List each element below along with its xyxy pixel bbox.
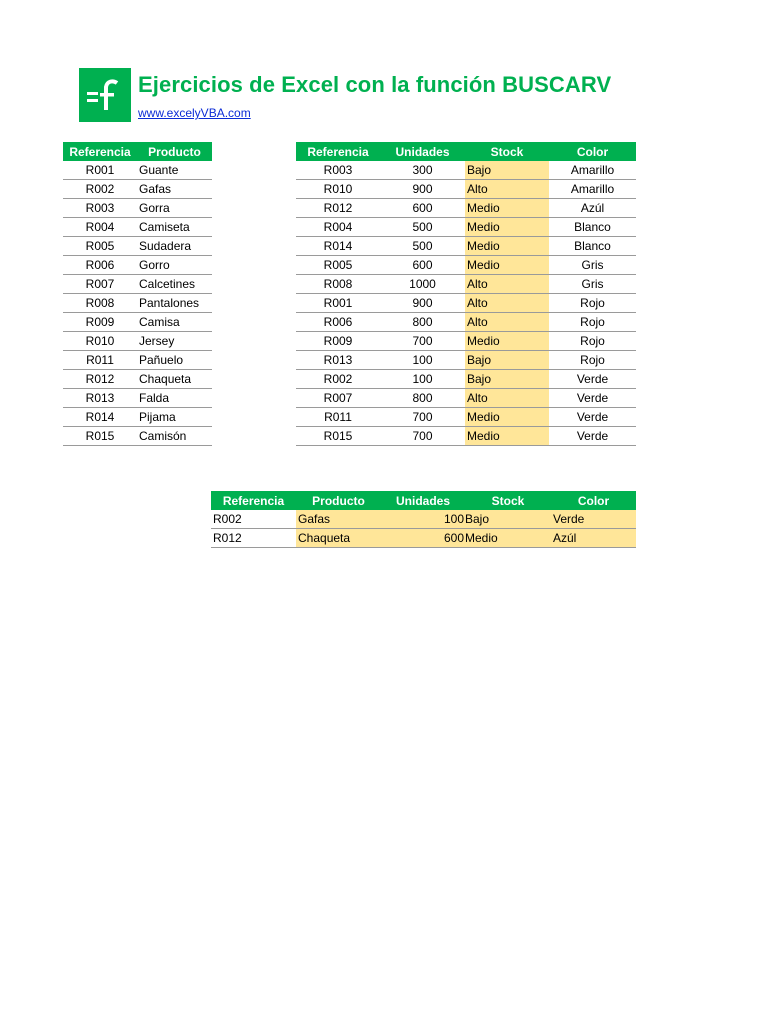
cell-unidades[interactable]: 600 (380, 199, 465, 218)
cell-stock[interactable]: Bajo (465, 370, 549, 389)
table-row (63, 313, 212, 332)
table-row (296, 389, 636, 408)
table-header-row (296, 142, 636, 161)
cell-producto[interactable]: Falda (137, 389, 212, 408)
cell-color[interactable]: Verde (551, 510, 636, 529)
table-row (63, 218, 212, 237)
cell-referencia[interactable]: R012 (296, 199, 380, 218)
cell-color[interactable]: Amarillo (549, 180, 636, 199)
cell-referencia[interactable]: R004 (296, 218, 380, 237)
cell-producto[interactable]: Calcetines (137, 275, 212, 294)
cell-producto[interactable]: Chaqueta (137, 370, 212, 389)
cell-referencia[interactable]: R002 (63, 180, 137, 199)
cell-referencia[interactable]: R013 (63, 389, 137, 408)
cell-referencia[interactable]: R002 (296, 370, 380, 389)
table-header-row (63, 142, 212, 161)
cell-color[interactable]: Blanco (549, 237, 636, 256)
cell-color[interactable]: Verde (549, 370, 636, 389)
column-header: Unidades (380, 142, 465, 161)
cell-producto[interactable]: Sudadera (137, 237, 212, 256)
cell-stock[interactable]: Medio (465, 256, 549, 275)
cell-stock[interactable]: Medio (465, 199, 549, 218)
cell-stock[interactable]: Alto (465, 275, 549, 294)
cell-unidades[interactable]: 600 (381, 529, 465, 548)
cell-referencia[interactable]: R010 (296, 180, 380, 199)
table-row (296, 161, 636, 180)
cell-stock[interactable]: Alto (465, 313, 549, 332)
column-header: Referencia (63, 142, 137, 161)
cell-referencia[interactable]: R006 (63, 256, 137, 275)
cell-stock[interactable]: Medio (465, 218, 549, 237)
cell-producto[interactable]: Gafas (137, 180, 212, 199)
table-row (296, 313, 636, 332)
cell-unidades[interactable]: 900 (380, 294, 465, 313)
cell-producto[interactable]: Gafas (296, 510, 381, 529)
table-row (296, 351, 636, 370)
table-row (296, 408, 636, 427)
cell-stock[interactable]: Medio (465, 529, 551, 548)
cell-referencia[interactable]: R008 (63, 294, 137, 313)
cell-referencia[interactable]: R006 (296, 313, 380, 332)
table-row (63, 180, 212, 199)
cell-color[interactable]: Gris (549, 275, 636, 294)
cell-referencia[interactable]: R010 (63, 332, 137, 351)
cell-producto[interactable]: Guante (137, 161, 212, 180)
cell-referencia[interactable]: R007 (63, 275, 137, 294)
cell-producto[interactable]: Gorro (137, 256, 212, 275)
table-row (63, 370, 212, 389)
cell-stock[interactable]: Medio (465, 237, 549, 256)
table-header-row (211, 491, 636, 510)
cell-referencia[interactable]: R011 (296, 408, 380, 427)
cell-referencia[interactable]: R014 (63, 408, 137, 427)
cell-referencia[interactable]: R012 (63, 370, 137, 389)
cell-referencia[interactable]: R015 (63, 427, 137, 446)
cell-unidades[interactable]: 500 (380, 218, 465, 237)
equals-f-logo-icon (79, 68, 131, 122)
cell-stock[interactable]: Medio (465, 332, 549, 351)
cell-referencia[interactable]: R001 (63, 161, 137, 180)
cell-referencia[interactable]: R005 (63, 237, 137, 256)
cell-referencia[interactable]: R015 (296, 427, 380, 446)
cell-producto[interactable]: Camisón (137, 427, 212, 446)
stock-table (296, 142, 636, 446)
cell-unidades[interactable]: 300 (380, 161, 465, 180)
column-header: Color (549, 142, 636, 161)
cell-unidades[interactable]: 800 (380, 389, 465, 408)
table-row (296, 218, 636, 237)
cell-unidades[interactable]: 500 (380, 237, 465, 256)
column-header: Color (551, 491, 636, 510)
cell-stock[interactable]: Bajo (465, 510, 551, 529)
cell-unidades[interactable]: 1000 (380, 275, 465, 294)
cell-producto[interactable]: Pijama (137, 408, 212, 427)
cell-referencia[interactable]: R013 (296, 351, 380, 370)
cell-unidades[interactable]: 700 (380, 408, 465, 427)
cell-producto[interactable]: Chaqueta (296, 529, 381, 548)
cell-color[interactable]: Verde (549, 389, 636, 408)
page-title: Ejercicios de Excel con la función BUSCARV (138, 72, 612, 97)
cell-stock[interactable]: Medio (465, 427, 549, 446)
cell-stock[interactable]: Alto (465, 294, 549, 313)
cell-referencia[interactable]: R002 (211, 510, 296, 529)
table-row (63, 294, 212, 313)
table-row (63, 351, 212, 370)
cell-unidades[interactable]: 700 (380, 427, 465, 446)
table-row (63, 275, 212, 294)
cell-referencia[interactable]: R012 (211, 529, 296, 548)
cell-producto[interactable]: Pañuelo (137, 351, 212, 370)
table-row (211, 529, 636, 548)
column-header: Stock (465, 142, 549, 161)
cell-producto[interactable]: Pantalones (137, 294, 212, 313)
cell-color[interactable]: Rojo (549, 313, 636, 332)
table-row (296, 332, 636, 351)
cell-producto[interactable]: Camisa (137, 313, 212, 332)
cell-color[interactable]: Gris (549, 256, 636, 275)
cell-stock[interactable]: Medio (465, 408, 549, 427)
table-row (296, 275, 636, 294)
table-row (63, 237, 212, 256)
cell-color[interactable]: Azúl (549, 199, 636, 218)
cell-color[interactable]: Amarillo (549, 161, 636, 180)
table-row (63, 408, 212, 427)
cell-unidades[interactable]: 100 (380, 370, 465, 389)
cell-referencia[interactable]: R009 (63, 313, 137, 332)
cell-unidades[interactable]: 700 (380, 332, 465, 351)
site-link[interactable]: www.excelyVBA.com (138, 106, 251, 120)
cell-color[interactable]: Blanco (549, 218, 636, 237)
table-row (63, 256, 212, 275)
table-row (296, 294, 636, 313)
column-header: Producto (296, 491, 381, 510)
table-row (63, 427, 212, 446)
cell-color[interactable]: Rojo (549, 332, 636, 351)
column-header: Stock (465, 491, 551, 510)
cell-unidades[interactable]: 100 (380, 351, 465, 370)
cell-producto[interactable]: Jersey (137, 332, 212, 351)
table-row (63, 389, 212, 408)
cell-referencia[interactable]: R003 (63, 199, 137, 218)
table-row (296, 199, 636, 218)
cell-referencia[interactable]: R008 (296, 275, 380, 294)
column-header: Referencia (211, 491, 296, 510)
cell-unidades[interactable]: 800 (380, 313, 465, 332)
column-header: Unidades (381, 491, 465, 510)
cell-unidades[interactable]: 100 (381, 510, 465, 529)
cell-stock[interactable]: Alto (465, 180, 549, 199)
cell-color[interactable]: Rojo (549, 351, 636, 370)
cell-color[interactable]: Azúl (551, 529, 636, 548)
table-row (296, 237, 636, 256)
cell-referencia[interactable]: R001 (296, 294, 380, 313)
result-table (211, 491, 636, 548)
table-row (63, 161, 212, 180)
products-table (63, 142, 212, 446)
cell-referencia[interactable]: R007 (296, 389, 380, 408)
cell-color[interactable]: Verde (549, 427, 636, 446)
column-header: Producto (137, 142, 212, 161)
cell-unidades[interactable]: 900 (380, 180, 465, 199)
cell-producto[interactable]: Camiseta (137, 218, 212, 237)
cell-color[interactable]: Verde (549, 408, 636, 427)
cell-referencia[interactable]: R005 (296, 256, 380, 275)
cell-stock[interactable]: Alto (465, 389, 549, 408)
table-row (63, 199, 212, 218)
cell-stock[interactable]: Bajo (465, 161, 549, 180)
cell-referencia[interactable]: R011 (63, 351, 137, 370)
table-row (296, 180, 636, 199)
cell-referencia[interactable]: R014 (296, 237, 380, 256)
cell-referencia[interactable]: R003 (296, 161, 380, 180)
column-header: Referencia (296, 142, 380, 161)
table-row (211, 510, 636, 529)
cell-referencia[interactable]: R004 (63, 218, 137, 237)
cell-producto[interactable]: Gorra (137, 199, 212, 218)
table-row (296, 427, 636, 446)
cell-stock[interactable]: Bajo (465, 351, 549, 370)
table-row (296, 370, 636, 389)
cell-color[interactable]: Rojo (549, 294, 636, 313)
cell-referencia[interactable]: R009 (296, 332, 380, 351)
table-row (63, 332, 212, 351)
table-row (296, 256, 636, 275)
cell-unidades[interactable]: 600 (380, 256, 465, 275)
